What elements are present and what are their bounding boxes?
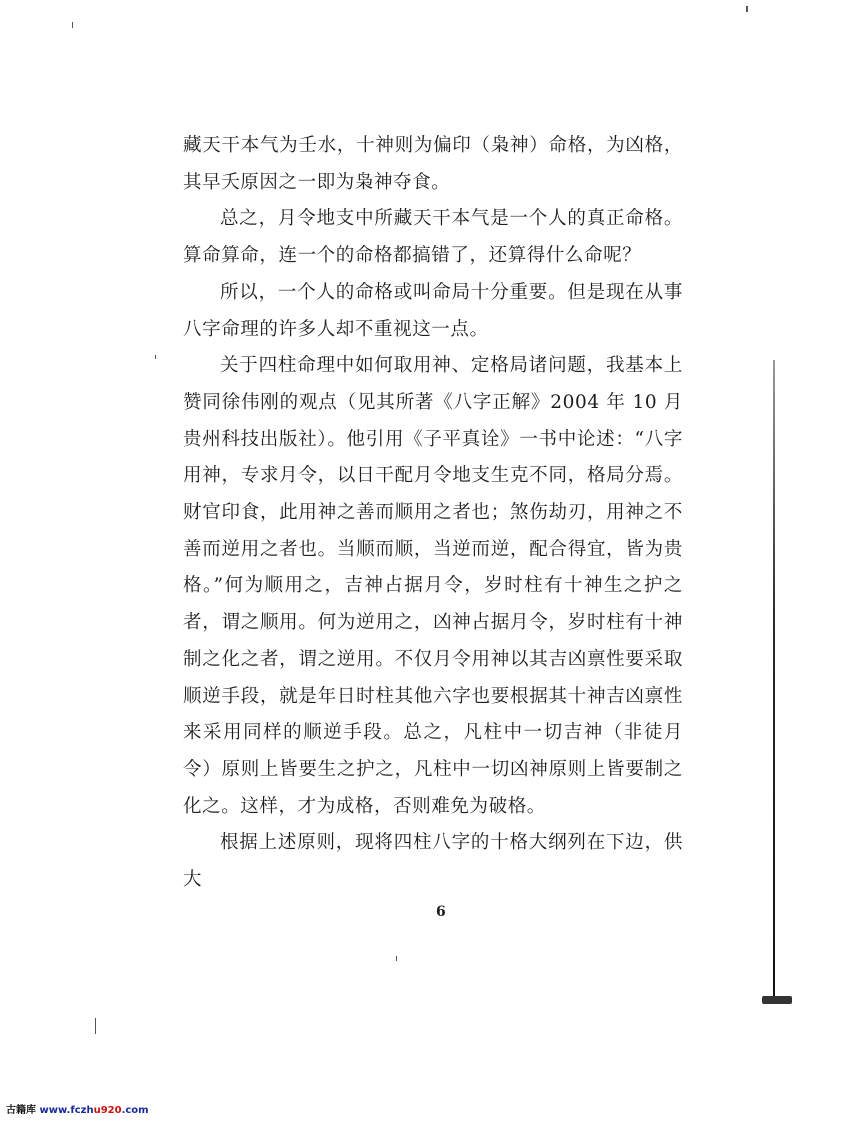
paragraph-continuation: 藏天干本气为壬水，十神则为偏印（枭神）命格，为凶格，其早夭原因之一即为枭神夺食。	[183, 135, 683, 193]
scan-speck	[155, 355, 156, 359]
scan-speck	[72, 22, 73, 28]
page-number: 6	[436, 904, 446, 920]
site-watermark	[6, 1101, 149, 1116]
scan-speck	[396, 956, 397, 961]
scan-speck	[746, 6, 748, 12]
paragraph: 总之，月令地支中所藏天干本气是一个人的真正命格。算命算命，连一个的命格都搞错了，还算得什么命呢？	[183, 208, 683, 267]
paragraph: 所以，一个人的命格或叫命局十分重要。但是现在从事八字命理的许多人却不重视这一点。	[183, 281, 683, 340]
scan-speck	[95, 1018, 96, 1034]
watermark-site: www.fczhu920.com	[39, 1105, 149, 1116]
paragraph: 根据上述原则，现将四柱八字的十格大纲列在下边，供大	[183, 832, 683, 891]
binding-shadow-line	[773, 360, 775, 1000]
paragraph: 关于四柱命理中如何取用神、定格局诸问题，我基本上赞同徐伟刚的观点（见其所著《八字正解》2004 年 10 月贵州科技出版社）。他引用《子平真诠》一书中论述：“八字用神，专求月令，以日干配月令地支生克不同，格局分焉。财官印食，此用神之善而顺用之者也；煞伤劫刃，用神之不善而逆用之者也。当顺而顺，当逆而逆，配合得宜，皆为贵格。”何为顺用之，吉神占据月令，岁时柱有十神生之护之者，谓之顺用。何为逆用之，凶神占据月令，岁时柱有十神制之化之者，谓之逆用。不仅月令用神以其吉凶禀性要采取顺逆手段，就是年日时柱其他六字也要根据其十神吉凶禀性来采用同样的顺逆手段。总之，凡柱中一切吉神（非徒月令）原则上皆要生之护之，凡柱中一切凶神原则上皆要制之化之。这样，才为成格，否则难免为破格。	[183, 355, 683, 817]
binding-shadow-foot	[762, 996, 792, 1004]
scan-binding-edge	[770, 360, 778, 1000]
body-text	[183, 128, 683, 899]
watermark-label: 古籍库	[6, 1105, 36, 1116]
